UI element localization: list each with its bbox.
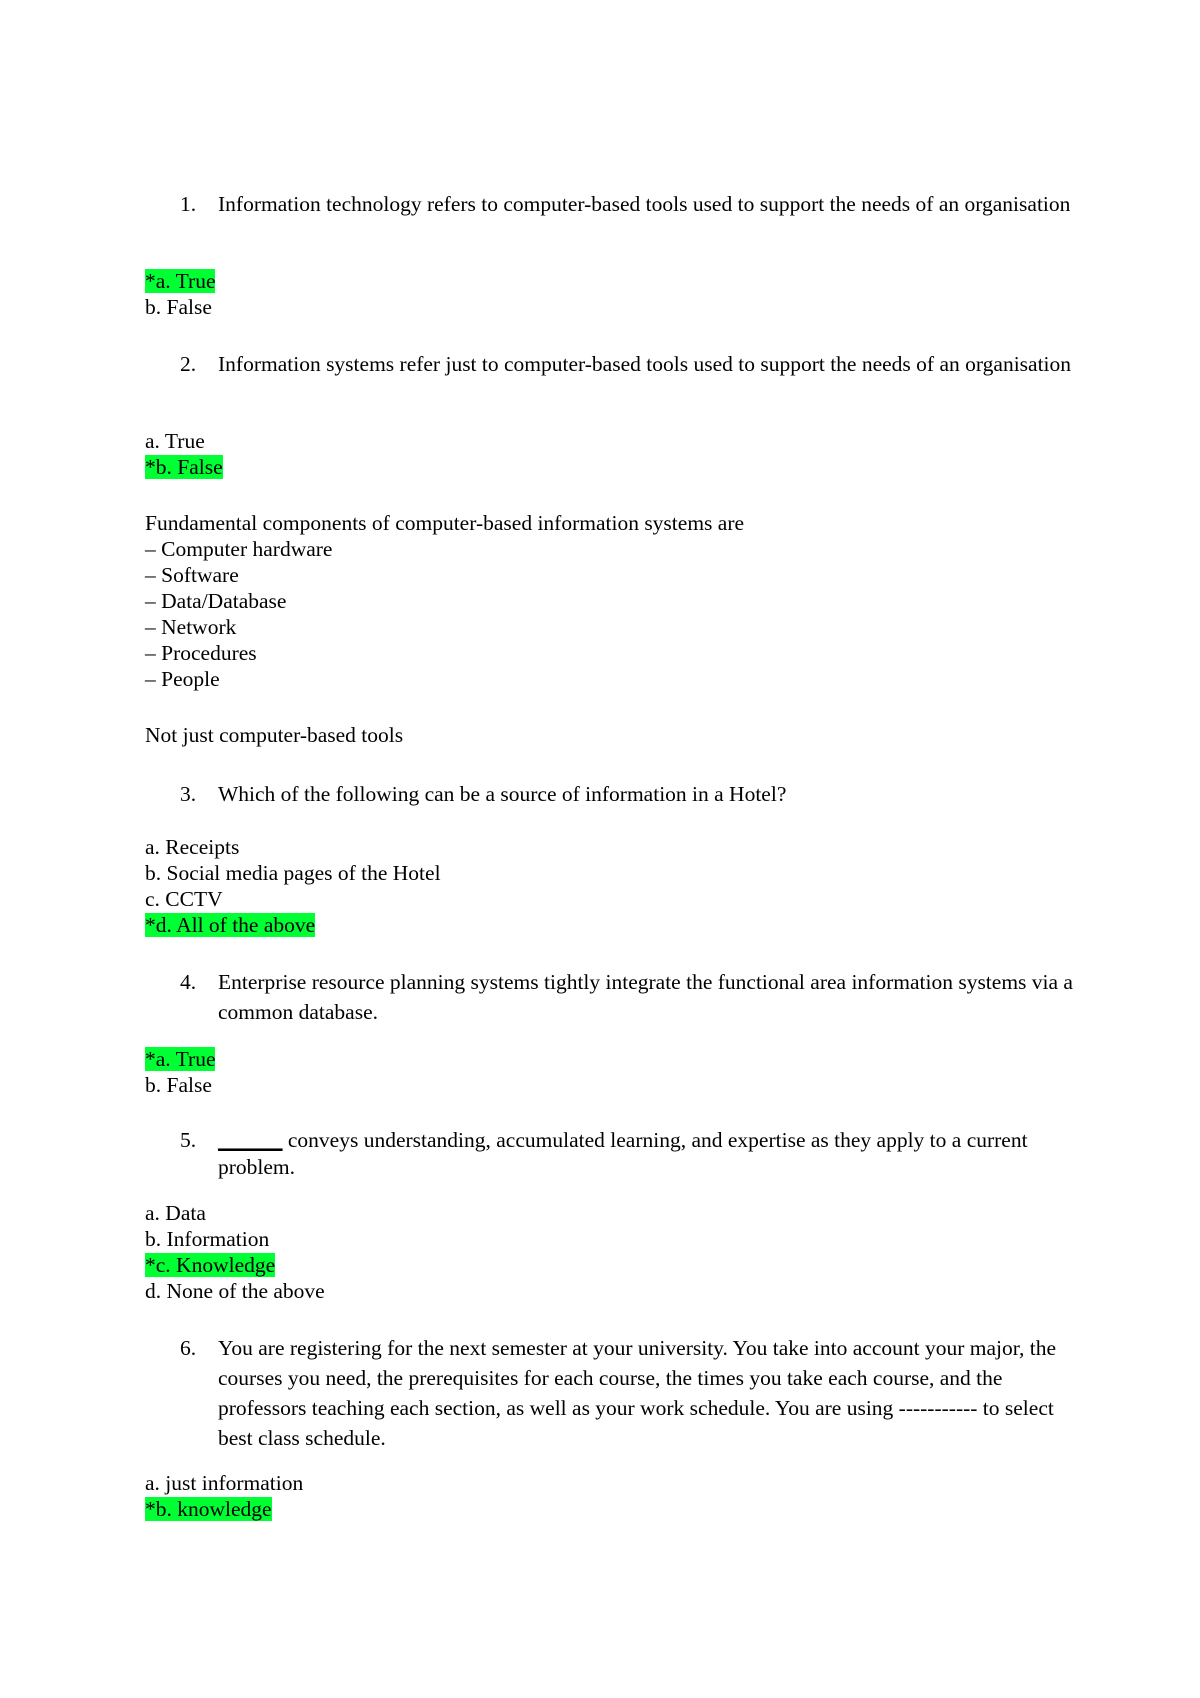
option-row (145, 1470, 303, 1496)
answer-option: b. False (145, 295, 212, 319)
question-6 (180, 1333, 1080, 1453)
component-item: – People (145, 667, 220, 691)
option-row (145, 428, 205, 454)
question-1 (180, 189, 1080, 219)
question-text-rest: conveys understanding, accumulated learning, and expertise as they apply to a current problem. (218, 1128, 1028, 1179)
question-3 (180, 779, 1080, 809)
option-row (145, 1278, 325, 1304)
correct-answer: *b. False (145, 455, 223, 479)
correct-answer: *b. knowledge (145, 1497, 272, 1521)
question-text: Information systems refer just to computer-based tools used to support the needs of an organisation (218, 352, 1072, 376)
answer-option: b. Social media pages of the Hotel (145, 861, 441, 885)
question-number: 6. (180, 1336, 197, 1360)
question-text: Enterprise resource planning systems tightly integrate the functional area information systems via a common database. (218, 970, 1073, 1024)
option-row (145, 1226, 269, 1252)
question-number: 4. (180, 970, 197, 994)
component-item: – Procedures (145, 641, 257, 665)
question-2 (180, 349, 1080, 379)
question-5 (180, 1127, 1080, 1181)
question-number: 3. (180, 782, 197, 806)
fill-in-blank: ______ (218, 1128, 283, 1152)
question-text: Which of the following can be a source of information in a Hotel? (218, 782, 787, 806)
question-number: 5. (180, 1128, 197, 1152)
option-row (145, 1200, 206, 1226)
option-row (145, 454, 223, 480)
option-row (145, 912, 315, 938)
explanation-intro: Fundamental components of computer-based information systems are (145, 511, 745, 535)
question-text: Information technology refers to computer-based tools used to support the needs of an organisation (218, 192, 1071, 216)
component-item: – Computer hardware (145, 537, 333, 561)
component-item: – Software (145, 563, 239, 587)
option-row (145, 294, 212, 320)
option-row (145, 1252, 275, 1278)
option-row (145, 834, 239, 860)
answer-option: a. Receipts (145, 835, 240, 859)
option-row (145, 1072, 212, 1098)
component-item: – Data/Database (145, 589, 287, 613)
explanation-note: Not just computer-based tools (145, 723, 404, 747)
correct-answer: *a. True (145, 1047, 216, 1071)
correct-answer: *c. Knowledge (145, 1253, 276, 1277)
answer-option: a. just information (145, 1471, 304, 1495)
answer-option: b. Information (145, 1227, 270, 1251)
answer-option: a. True (145, 429, 205, 453)
component-item: – Network (145, 615, 237, 639)
option-row (145, 886, 223, 912)
question-text (218, 1127, 1080, 1181)
option-row (145, 1496, 272, 1522)
correct-answer: *a. True (145, 269, 216, 293)
option-row (145, 860, 441, 886)
answer-option: b. False (145, 1073, 212, 1097)
option-row (145, 268, 215, 294)
question-text: You are registering for the next semester at your university. You take into account your major, the courses you need, the prerequisites for each course, the times you take each course, and the professors teaching each section, as well as your work schedule. You are using ----------- to select best class schedule. (218, 1336, 1057, 1450)
question-4 (180, 967, 1080, 1027)
option-row (145, 1046, 215, 1072)
question-number: 1. (180, 192, 197, 216)
question-number: 2. (180, 352, 197, 376)
answer-option: a. Data (145, 1201, 206, 1225)
answer-option: d. None of the above (145, 1279, 325, 1303)
correct-answer: *d. All of the above (145, 913, 316, 937)
answer-option: c. CCTV (145, 887, 223, 911)
